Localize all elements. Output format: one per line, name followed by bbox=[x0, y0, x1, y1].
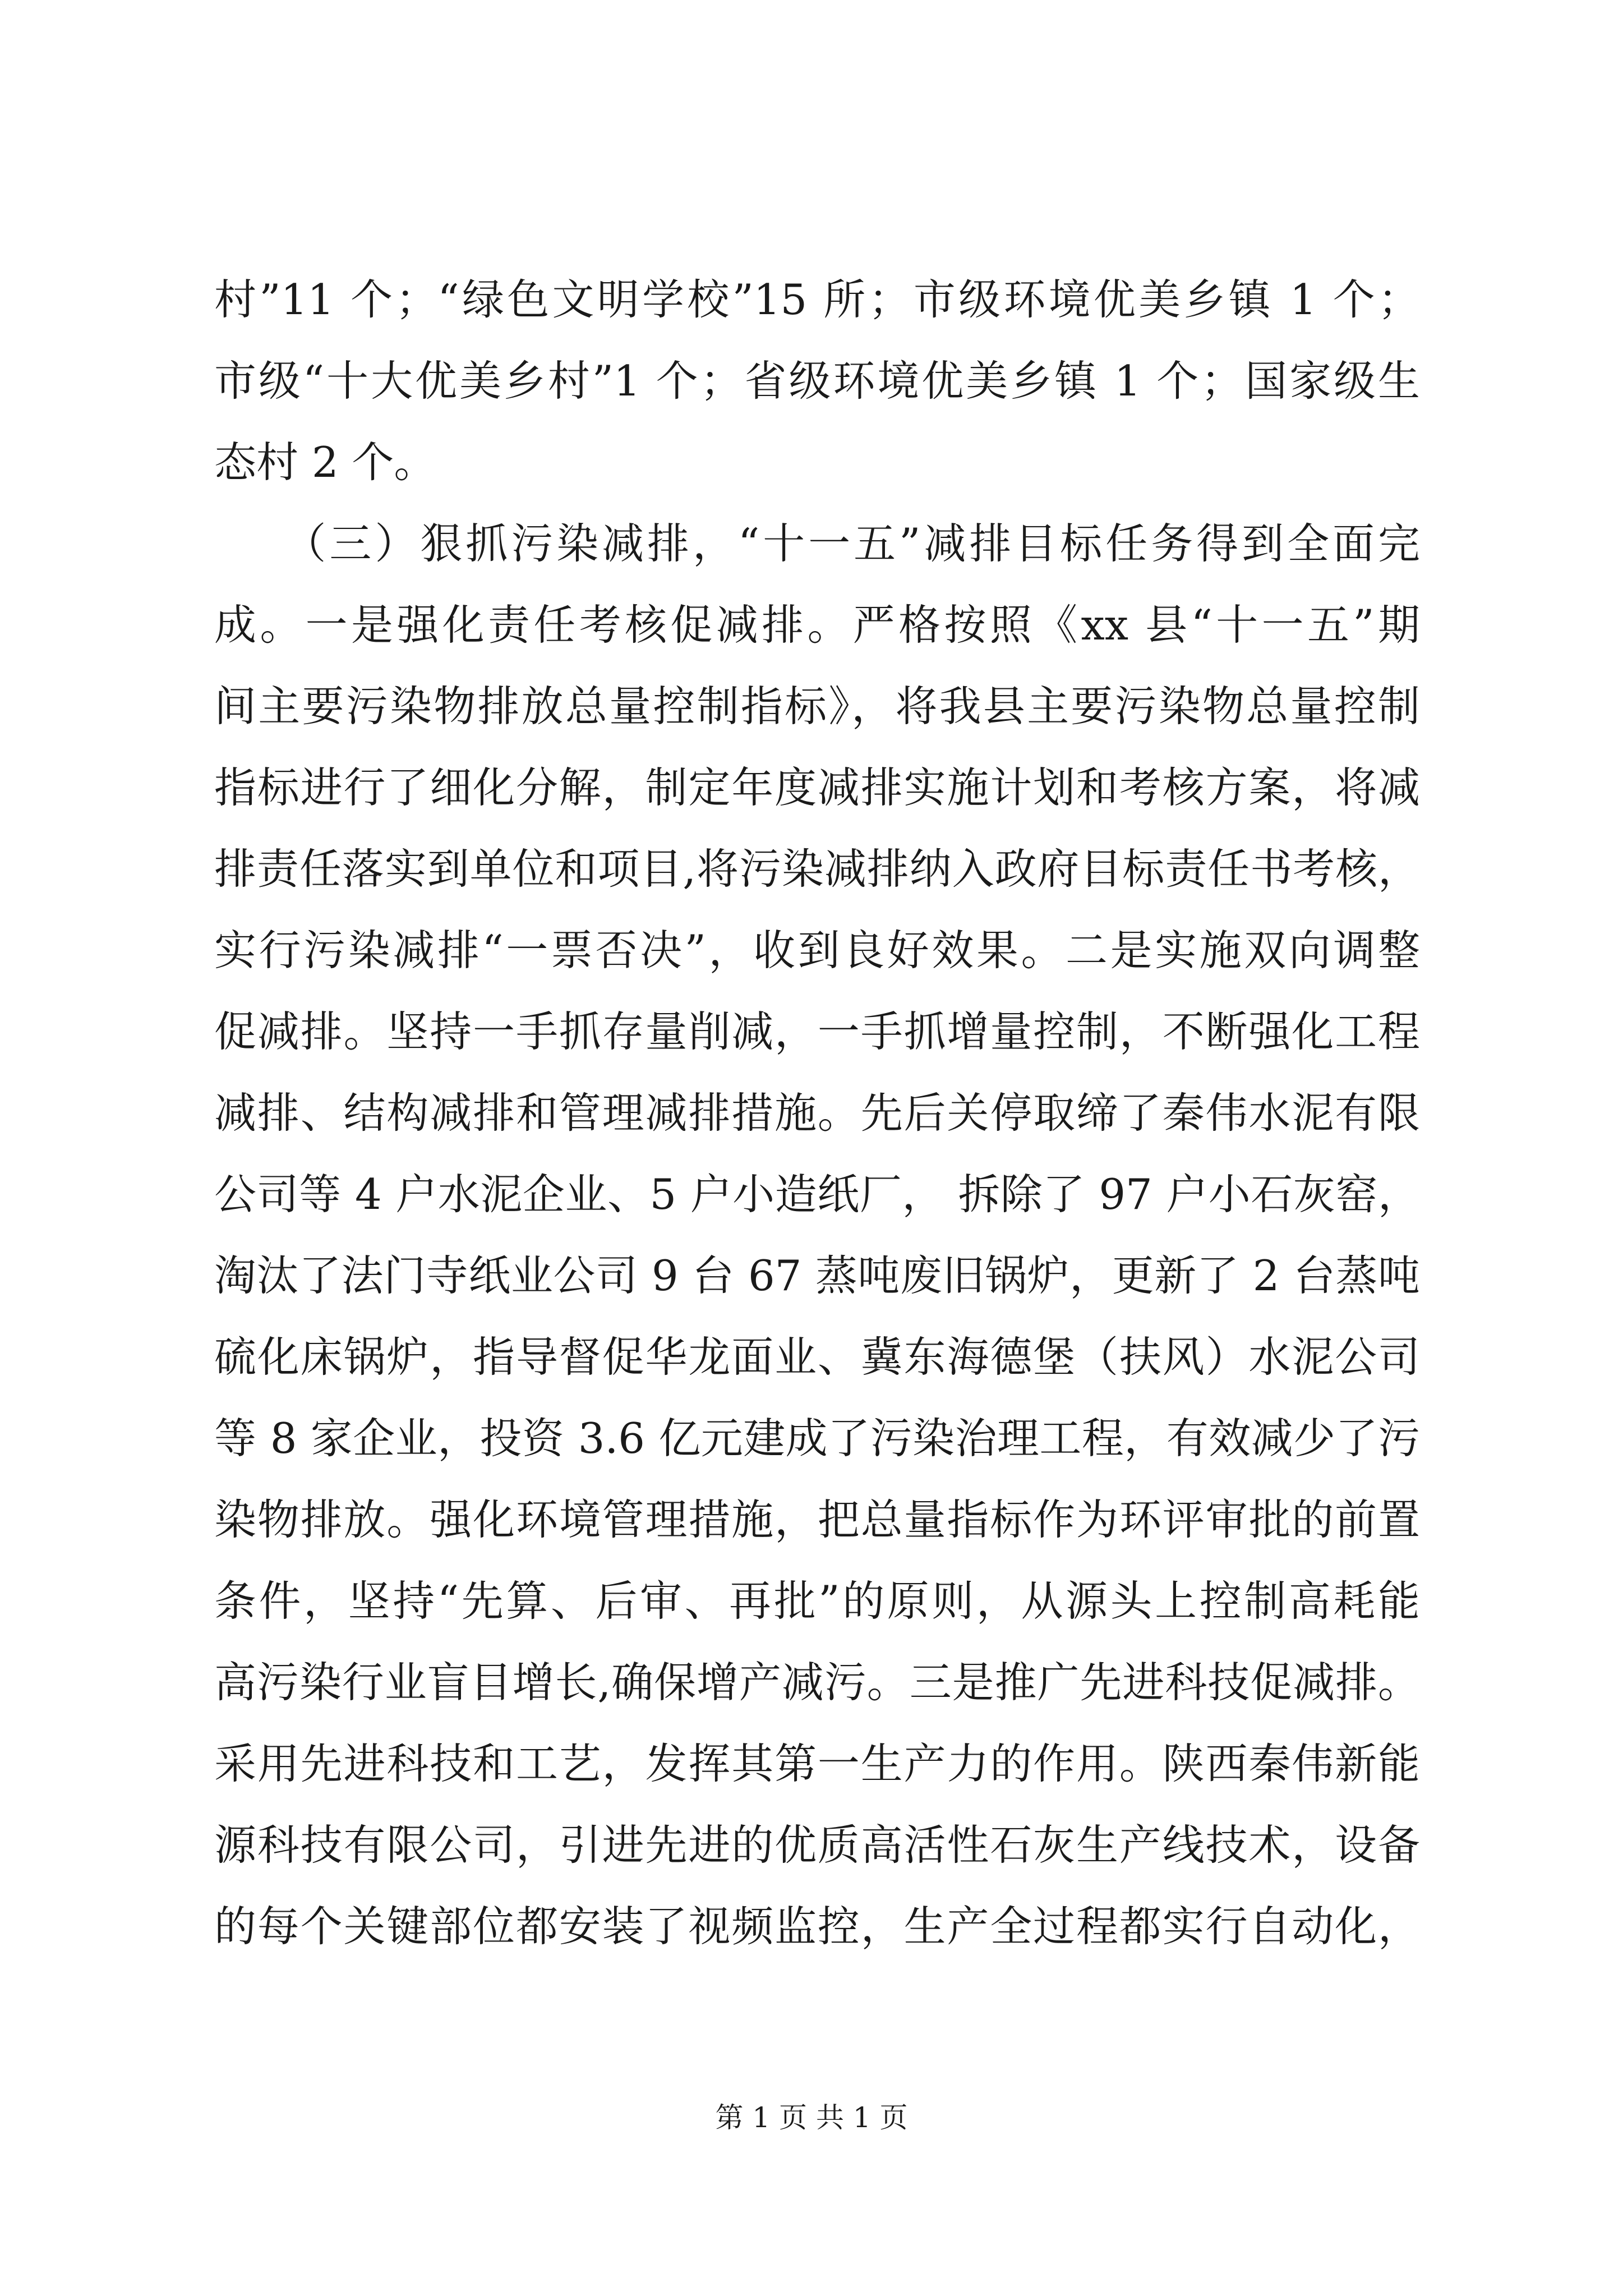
text-line: 的每个关键部位都安装了视频监控，生产全过程都实行自动化， bbox=[214, 1902, 1420, 1951]
text-line: 染物排放。强化环境管理措施，把总量指标作为环评审批的前置 bbox=[214, 1495, 1420, 1544]
text-line: 促减排。坚持一手抓存量削减，一手抓增量控制，不断强化工程 bbox=[214, 1007, 1420, 1056]
text-line: 实行污染减排“一票否决”，收到良好效果。二是实施双向调整 bbox=[214, 926, 1420, 975]
text-line: 采用先进科技和工艺，发挥其第一生产力的作用。陕西秦伟新能 bbox=[214, 1739, 1420, 1788]
text-line: 指标进行了细化分解，制定年度减排实施计划和考核方案，将减 bbox=[214, 763, 1420, 812]
text-line: 村”11 个；“绿色文明学校”15 所；市级环境优美乡镇 1 个； bbox=[214, 275, 1420, 324]
text-line: 成。一是强化责任考核促减排。严格按照《xx 县“十一五”期 bbox=[214, 600, 1420, 650]
page-number-footer: 第 1 页 共 1 页 bbox=[715, 2101, 908, 2134]
text-line: （三）狠抓污染减排，“十一五”减排目标任务得到全面完 bbox=[214, 519, 1420, 568]
body-text bbox=[214, 259, 1420, 1967]
text-line: 硫化床锅炉，指导督促华龙面业、冀东海德堡（扶风）水泥公司 bbox=[214, 1332, 1420, 1382]
text-line: 淘汰了法门寺纸业公司 9 台 67 蒸吨废旧锅炉，更新了 2 台蒸吨 bbox=[214, 1251, 1420, 1300]
text-line: 公司等 4 户水泥企业、5 户小造纸厂， 拆除了 97 户小石灰窑， bbox=[214, 1170, 1420, 1219]
text-line: 减排、结构减排和管理减排措施。先后关停取缔了秦伟水泥有限 bbox=[214, 1088, 1420, 1138]
text-line: 高污染行业盲目增长,确保增产减污。三是推广先进科技促减排。 bbox=[214, 1658, 1420, 1707]
text-line: 条件，坚持“先算、后审、再批”的原则，从源头上控制高耗能 bbox=[214, 1576, 1420, 1626]
text-line: 市级“十大优美乡村”1 个；省级环境优美乡镇 1 个；国家级生 bbox=[214, 356, 1420, 406]
text-line: 等 8 家企业，投资 3.6 亿元建成了污染治理工程，有效减少了污 bbox=[214, 1414, 1420, 1463]
text-line: 态村 2 个。 bbox=[214, 438, 436, 487]
text-line: 排责任落实到单位和项目,将污染减排纳入政府目标责任书考核， bbox=[214, 844, 1420, 894]
text-line: 间主要污染物排放总量控制指标》，将我县主要污染物总量控制 bbox=[214, 682, 1420, 731]
text-line: 源科技有限公司，引进先进的优质高活性石灰生产线技术，设备 bbox=[214, 1820, 1420, 1870]
